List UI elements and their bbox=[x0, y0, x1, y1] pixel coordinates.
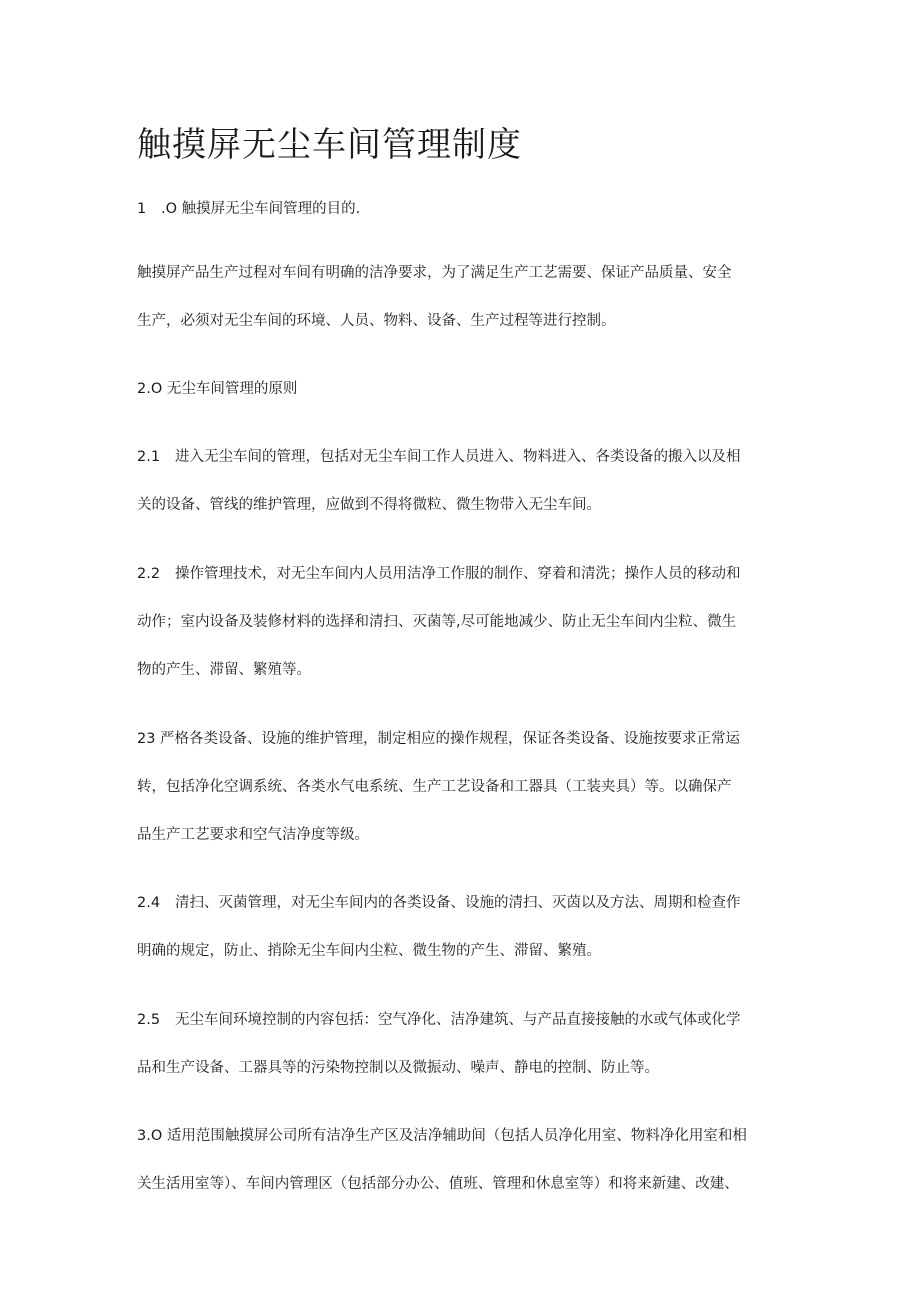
paragraph-line: 品和生产设备、工器具等的污染物控制以及微振动、噪声、静电的控制、防止等。 bbox=[137, 1060, 659, 1076]
clause-number: 2.2 bbox=[137, 566, 161, 582]
clause-2-5 bbox=[137, 1010, 741, 1030]
document-title: 触摸屏无尘车间管理制度 bbox=[137, 125, 522, 165]
paragraph-line: 转，包括净化空调系统、各类水气电系统、生产工艺设备和工器具（工装夹具）等。以确保产 bbox=[137, 779, 732, 795]
paragraph-line: 关的设备、管线的维护管理，应做到不得将微粒、微生物带入无尘车间。 bbox=[137, 497, 601, 513]
clause-number: 2.1 bbox=[137, 449, 161, 465]
paragraph-line: 动作；室内设备及装修材料的选择和清扫、灭菌等,尽可能地减少、防止无尘车间内尘粒、微生 bbox=[137, 614, 737, 630]
section-number: 1 bbox=[137, 201, 147, 217]
paragraph-line: 品生产工艺要求和空气洁净度等级。 bbox=[137, 827, 369, 843]
clause-number: 2.4 bbox=[137, 895, 161, 911]
clause-2-3: 23 严格各类设备、设施的维护管理，制定相应的操作规程，保证各类设备、设施按要求正常运 bbox=[137, 731, 741, 747]
section-2-heading: 2.O 无尘车间管理的原则 bbox=[137, 381, 298, 397]
clause-2-1 bbox=[137, 447, 741, 467]
section-1-heading bbox=[137, 199, 360, 219]
paragraph-line: 触摸屏产品生产过程对车间有明确的洁净要求，为了满足生产工艺需要、保证产品质量、安全 bbox=[137, 265, 732, 281]
paragraph-line: 生产，必须对无尘车间的环境、人员、物料、设备、生产过程等进行控制。 bbox=[137, 313, 616, 329]
clause-2-2 bbox=[137, 564, 741, 584]
line-text: 进入无尘车间的管理，包括对无尘车间工作人员进入、物料进入、各类设备的搬入以及相 bbox=[175, 449, 741, 465]
section-3-heading: 3.O 适用范围触摸屏公司所有洁净生产区及洁净辅助间（包括人员净化用室、物料净化用室和相 bbox=[137, 1128, 747, 1144]
clause-number: 2.5 bbox=[137, 1012, 161, 1028]
line-text: 操作管理技术，对无尘车间内人员用洁净工作服的制作、穿着和清洗；操作人员的移动和 bbox=[175, 566, 741, 582]
paragraph-line: 物的产生、滞留、繁殖等。 bbox=[137, 662, 311, 678]
clause-2-4 bbox=[137, 893, 741, 913]
line-text: 无尘车间环境控制的内容包括：空气净化、洁净建筑、与产品直接接触的水或气体或化学 bbox=[175, 1012, 741, 1028]
paragraph-line: 关生活用室等）、车间内管理区（包括部分办公、值班、管理和休息室等）和将来新建、改建、 bbox=[137, 1176, 739, 1192]
paragraph-line: 明确的规定，防止、捎除无尘车间内尘粒、微生物的产生、滞留、繁殖。 bbox=[137, 943, 601, 959]
line-text: .O 触摸屏无尘车间管理的目的. bbox=[161, 201, 361, 217]
line-text: 清扫、灭菌管理，对无尘车间内的各类设备、设施的清扫、灭茵以及方法、周期和检查作 bbox=[175, 895, 741, 911]
